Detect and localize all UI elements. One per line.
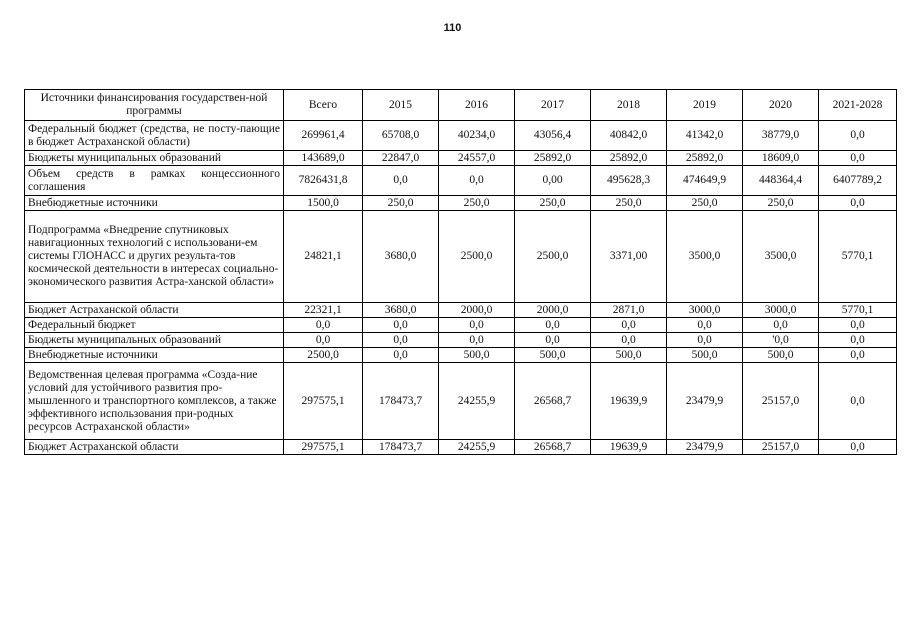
row-value-cell: 25892,0 bbox=[591, 151, 667, 166]
row-value-cell: 0,0 bbox=[743, 318, 819, 333]
row-value-cell: 269961,4 bbox=[284, 121, 363, 151]
row-value-cell: 24821,1 bbox=[284, 211, 363, 303]
row-value-cell: 0,0 bbox=[819, 348, 897, 363]
row-value-cell: 2500,0 bbox=[284, 348, 363, 363]
row-value-cell: 40842,0 bbox=[591, 121, 667, 151]
row-value-cell: 250,0 bbox=[363, 196, 439, 211]
row-value-cell: 2000,0 bbox=[439, 303, 515, 318]
row-value-cell: 250,0 bbox=[667, 196, 743, 211]
table-row bbox=[25, 196, 897, 211]
row-value-cell: 2000,0 bbox=[515, 303, 591, 318]
row-value-cell: 3500,0 bbox=[743, 211, 819, 303]
row-value-cell: 0,0 bbox=[819, 333, 897, 348]
row-value-cell: 22847,0 bbox=[363, 151, 439, 166]
row-value-cell: 2500,0 bbox=[515, 211, 591, 303]
page-number: 110 bbox=[443, 22, 462, 34]
row-label: Бюджеты муниципальных образований bbox=[25, 333, 284, 348]
row-value-cell: 0,0 bbox=[591, 318, 667, 333]
row-value-cell: 23479,9 bbox=[667, 363, 743, 440]
row-value-cell: 250,0 bbox=[439, 196, 515, 211]
row-value-cell: 0,0 bbox=[439, 166, 515, 196]
row-value-cell: '0,0 bbox=[743, 333, 819, 348]
row-value-cell: 178473,7 bbox=[363, 363, 439, 440]
table-row bbox=[25, 121, 897, 151]
row-value-cell: 43056,4 bbox=[515, 121, 591, 151]
header-cell-2015: 2015 bbox=[363, 90, 439, 121]
table-row bbox=[25, 348, 897, 363]
row-value-cell: 24255,9 bbox=[439, 363, 515, 440]
row-value-cell: 495628,3 bbox=[591, 166, 667, 196]
header-cell-2020: 2020 bbox=[743, 90, 819, 121]
row-value-cell: 3500,0 bbox=[667, 211, 743, 303]
financing-table bbox=[24, 89, 897, 455]
row-value-cell: 23479,9 bbox=[667, 440, 743, 455]
header-cell-2021-2028: 2021-2028 bbox=[819, 90, 897, 121]
row-value-cell: 41342,0 bbox=[667, 121, 743, 151]
row-value-cell: 0,0 bbox=[819, 440, 897, 455]
table-row bbox=[25, 151, 897, 166]
header-cell-source: Источники финансирования государствен-ной программы bbox=[25, 90, 284, 121]
row-label: Бюджет Астраханской области bbox=[25, 440, 284, 455]
row-label: Подпрограмма «Внедрение спутниковых навигационных технологий с использовани-ем системы ГЛОНАСС и других результа-тов космической деятельности в интересах социально-экономического развития Астра-ханской области» bbox=[25, 211, 284, 303]
row-label: Бюджеты муниципальных образований bbox=[25, 151, 284, 166]
row-value-cell: 0,0 bbox=[819, 318, 897, 333]
row-value-cell: 0,0 bbox=[667, 318, 743, 333]
row-value-cell: 143689,0 bbox=[284, 151, 363, 166]
row-value-cell: 5770,1 bbox=[819, 303, 897, 318]
row-label: Бюджет Астраханской области bbox=[25, 303, 284, 318]
row-value-cell: 0,0 bbox=[439, 318, 515, 333]
row-value-cell: 26568,7 bbox=[515, 440, 591, 455]
table-row bbox=[25, 303, 897, 318]
row-value-cell: 250,0 bbox=[515, 196, 591, 211]
row-value-cell: 0,0 bbox=[819, 363, 897, 440]
row-value-cell: 24557,0 bbox=[439, 151, 515, 166]
row-value-cell: 297575,1 bbox=[284, 363, 363, 440]
table-header-row bbox=[25, 90, 897, 121]
row-value-cell: 0,0 bbox=[363, 166, 439, 196]
row-value-cell: 0,0 bbox=[819, 196, 897, 211]
row-value-cell: 0,0 bbox=[363, 318, 439, 333]
row-value-cell: 500,0 bbox=[439, 348, 515, 363]
row-value-cell: 19639,9 bbox=[591, 440, 667, 455]
row-value-cell: 474649,9 bbox=[667, 166, 743, 196]
row-value-cell: 3371,00 bbox=[591, 211, 667, 303]
row-value-cell: 3680,0 bbox=[363, 211, 439, 303]
row-label: Федеральный бюджет bbox=[25, 318, 284, 333]
row-value-cell: 3000,0 bbox=[667, 303, 743, 318]
header-cell-2016: 2016 bbox=[439, 90, 515, 121]
row-value-cell: 19639,9 bbox=[591, 363, 667, 440]
table-row bbox=[25, 211, 897, 303]
table-body bbox=[25, 121, 897, 455]
row-value-cell: 448364,4 bbox=[743, 166, 819, 196]
row-value-cell: 40234,0 bbox=[439, 121, 515, 151]
header-cell-2017: 2017 bbox=[515, 90, 591, 121]
row-label: Федеральный бюджет (средства, не посту-пающие в бюджет Астраханской области) bbox=[25, 121, 284, 151]
table-row bbox=[25, 318, 897, 333]
row-value-cell: 0,0 bbox=[515, 333, 591, 348]
row-value-cell: 250,0 bbox=[591, 196, 667, 211]
row-value-cell: 0,0 bbox=[819, 151, 897, 166]
table-row bbox=[25, 166, 897, 196]
row-label: Объем средств в рамках концессионного соглашения bbox=[25, 166, 284, 196]
row-value-cell: 500,0 bbox=[515, 348, 591, 363]
row-value-cell: 500,0 bbox=[743, 348, 819, 363]
row-value-cell: 0,0 bbox=[284, 318, 363, 333]
row-value-cell: 0,0 bbox=[667, 333, 743, 348]
row-value-cell: 5770,1 bbox=[819, 211, 897, 303]
row-value-cell: 178473,7 bbox=[363, 440, 439, 455]
row-value-cell: 3680,0 bbox=[363, 303, 439, 318]
row-value-cell: 0,0 bbox=[363, 348, 439, 363]
row-value-cell: 3000,0 bbox=[743, 303, 819, 318]
row-value-cell: 25892,0 bbox=[667, 151, 743, 166]
table-row bbox=[25, 333, 897, 348]
row-value-cell: 6407789,2 bbox=[819, 166, 897, 196]
row-value-cell: 500,0 bbox=[591, 348, 667, 363]
row-value-cell: 25892,0 bbox=[515, 151, 591, 166]
row-value-cell: 0,0 bbox=[284, 333, 363, 348]
row-value-cell: 250,0 bbox=[743, 196, 819, 211]
row-value-cell: 0,0 bbox=[439, 333, 515, 348]
row-value-cell: 500,0 bbox=[667, 348, 743, 363]
row-value-cell: 38779,0 bbox=[743, 121, 819, 151]
row-value-cell: 65708,0 bbox=[363, 121, 439, 151]
row-label: Ведомственная целевая программа «Созда-ние условий для устойчивого развития про-мышленного и транспортного комплексов, а также эффективного использования при-родных ресурсов Астраханской области» bbox=[25, 363, 284, 440]
row-value-cell: 0,00 bbox=[515, 166, 591, 196]
row-value-cell: 26568,7 bbox=[515, 363, 591, 440]
table-row bbox=[25, 440, 897, 455]
row-value-cell: 7826431,8 bbox=[284, 166, 363, 196]
row-value-cell: 18609,0 bbox=[743, 151, 819, 166]
header-cell-2019: 2019 bbox=[667, 90, 743, 121]
header-cell-2018: 2018 bbox=[591, 90, 667, 121]
table-row bbox=[25, 363, 897, 440]
row-value-cell: 2871,0 bbox=[591, 303, 667, 318]
row-value-cell: 1500,0 bbox=[284, 196, 363, 211]
row-value-cell: 0,0 bbox=[819, 121, 897, 151]
row-value-cell: 0,0 bbox=[363, 333, 439, 348]
row-label: Внебюджетные источники bbox=[25, 348, 284, 363]
row-value-cell: 22321,1 bbox=[284, 303, 363, 318]
row-value-cell: 2500,0 bbox=[439, 211, 515, 303]
row-label: Внебюджетные источники bbox=[25, 196, 284, 211]
row-value-cell: 24255,9 bbox=[439, 440, 515, 455]
row-value-cell: 25157,0 bbox=[743, 440, 819, 455]
row-value-cell: 297575,1 bbox=[284, 440, 363, 455]
row-value-cell: 25157,0 bbox=[743, 363, 819, 440]
header-cell-total: Всего bbox=[284, 90, 363, 121]
row-value-cell: 0,0 bbox=[591, 333, 667, 348]
row-value-cell: 0,0 bbox=[515, 318, 591, 333]
